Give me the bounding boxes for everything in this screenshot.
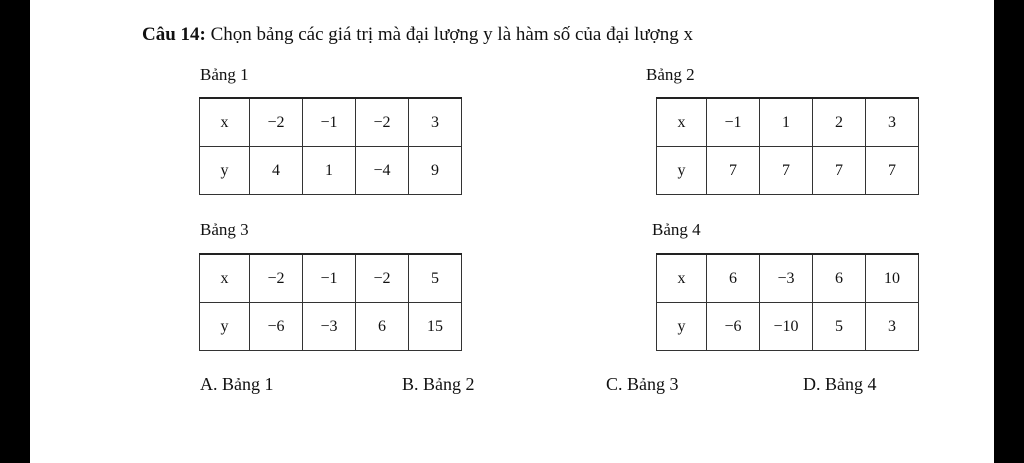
table-row-y: [657, 147, 919, 195]
table-row-y: [200, 303, 462, 351]
table-1: [199, 97, 462, 195]
document-page: [30, 0, 994, 463]
table-cell: 2: [813, 98, 866, 147]
table-cell: 7: [866, 147, 919, 195]
table-cell: 6: [707, 254, 760, 303]
table-cell-y-header: y: [200, 147, 250, 195]
table-cell: −3: [760, 254, 813, 303]
answer-option-a: A. Bảng 1: [200, 374, 274, 394]
table-2-label: Bảng 2: [646, 65, 695, 84]
table-cell: 10: [866, 254, 919, 303]
table-cell: 3: [866, 98, 919, 147]
table-cell: 5: [813, 303, 866, 351]
table-cell-y-header: y: [657, 303, 707, 351]
table-cell: −4: [356, 147, 409, 195]
table-row-y: [657, 303, 919, 351]
table-cell: 6: [356, 303, 409, 351]
question-text: Chọn bảng các giá trị mà đại lượng y là hàm số của đại lượng x: [210, 24, 693, 45]
table-cell: −1: [303, 98, 356, 147]
table-cell: −2: [356, 254, 409, 303]
table-cell: −6: [707, 303, 760, 351]
table-cell: −2: [250, 98, 303, 147]
question-line: [142, 24, 693, 46]
table-cell-y-header: y: [200, 303, 250, 351]
table-cell: 4: [250, 147, 303, 195]
table-cell: 15: [409, 303, 462, 351]
table-cell: −3: [303, 303, 356, 351]
table-4-label: Bảng 4: [652, 220, 701, 239]
table-cell: 3: [409, 98, 462, 147]
table-cell: −6: [250, 303, 303, 351]
table-4: [656, 253, 919, 351]
table-cell: −10: [760, 303, 813, 351]
table-row-y: [200, 147, 462, 195]
table-cell: 7: [707, 147, 760, 195]
question-number: Câu 14:: [142, 24, 206, 45]
table-row-x: [200, 254, 462, 303]
answer-option-b: B. Bảng 2: [402, 374, 475, 394]
table-cell: 5: [409, 254, 462, 303]
table-cell-x-header: x: [657, 98, 707, 147]
table-row-x: [200, 98, 462, 147]
table-cell: 1: [303, 147, 356, 195]
table-cell: 6: [813, 254, 866, 303]
table-row-x: [657, 254, 919, 303]
table-3: [199, 253, 462, 351]
table-1-label: Bảng 1: [200, 65, 249, 84]
table-cell: 1: [760, 98, 813, 147]
table-cell: −1: [303, 254, 356, 303]
table-cell-y-header: y: [657, 147, 707, 195]
answer-option-c: C. Bảng 3: [606, 374, 679, 394]
table-cell: −2: [356, 98, 409, 147]
table-cell: 3: [866, 303, 919, 351]
table-cell-x-header: x: [200, 98, 250, 147]
table-3-label: Bảng 3: [200, 220, 249, 239]
table-cell: 7: [813, 147, 866, 195]
table-row-x: [657, 98, 919, 147]
table-cell: −1: [707, 98, 760, 147]
answer-option-d: D. Bảng 4: [803, 374, 877, 394]
table-cell: 7: [760, 147, 813, 195]
table-cell-x-header: x: [200, 254, 250, 303]
table-cell-x-header: x: [657, 254, 707, 303]
table-2: [656, 97, 919, 195]
table-cell: 9: [409, 147, 462, 195]
table-cell: −2: [250, 254, 303, 303]
